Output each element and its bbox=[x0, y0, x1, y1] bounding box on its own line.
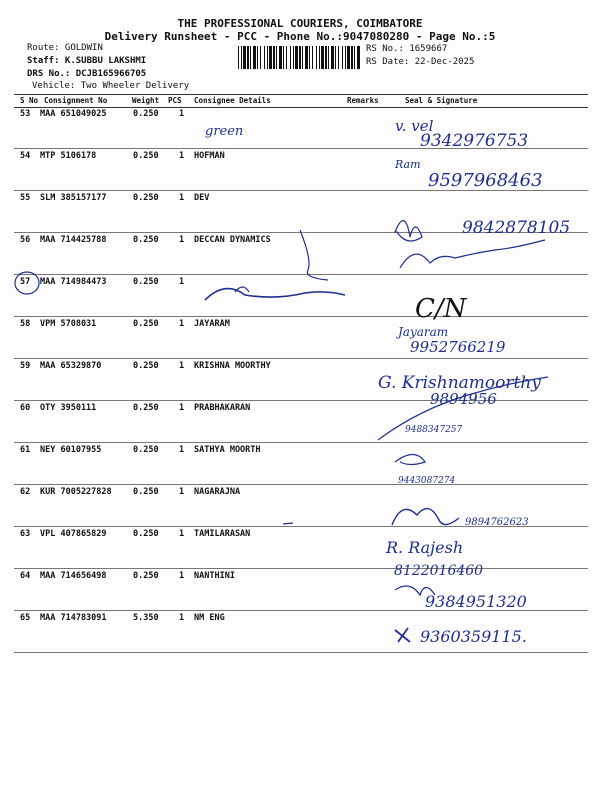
table-row bbox=[14, 148, 588, 191]
barcode-bar bbox=[305, 46, 308, 69]
barcode-bar bbox=[243, 46, 246, 69]
row-consignment: MAA 714783091 bbox=[40, 613, 107, 623]
table-row bbox=[14, 232, 588, 275]
barcode-bar bbox=[253, 46, 256, 69]
row-pcs: 1 bbox=[179, 571, 185, 581]
vehicle-label: Vehicle: Two Wheeler Delivery bbox=[32, 81, 190, 91]
row-weight: 0.250 bbox=[133, 403, 159, 413]
drs-label: DRS No.: DCJB165966705 bbox=[27, 69, 147, 79]
row-pcs: 1 bbox=[179, 235, 185, 245]
sig-row62-phone: 9894762623 bbox=[465, 517, 529, 528]
header-remarks: Remarks bbox=[347, 96, 379, 105]
route-label: Route: GOLDWIN bbox=[27, 43, 103, 53]
row-weight: 5.350 bbox=[133, 613, 159, 623]
row-pcs: 1 bbox=[179, 319, 185, 329]
row-consignee: DECCAN DYNAMICS bbox=[194, 235, 271, 245]
barcode-bar bbox=[260, 46, 261, 69]
row-weight: 0.250 bbox=[133, 235, 159, 245]
rs-date: RS Date: 22-Dec-2025 bbox=[366, 57, 475, 67]
barcode-bar bbox=[269, 46, 272, 69]
header-weight: Weight bbox=[132, 96, 160, 105]
sig-row61-phone: 9443087274 bbox=[398, 476, 456, 486]
row-pcs: 1 bbox=[179, 361, 185, 371]
barcode-bar bbox=[357, 46, 360, 69]
sig-row58-name: Jayaram bbox=[398, 325, 449, 339]
row-consignee: JAYARAM bbox=[194, 319, 230, 329]
row-pcs: 1 bbox=[179, 487, 185, 497]
header-sno: S No bbox=[20, 96, 39, 105]
barcode-bar bbox=[283, 46, 284, 69]
barcode-bar bbox=[321, 46, 324, 69]
row-consignment: MAA 714656498 bbox=[40, 571, 107, 581]
row-sno: 57 bbox=[20, 277, 31, 287]
barcode-bar bbox=[250, 46, 251, 69]
table-row bbox=[14, 190, 588, 233]
sig-row59-phone: 9894956 bbox=[430, 390, 497, 408]
barcode-bar bbox=[273, 46, 275, 69]
sig-row54-phone: 9597968463 bbox=[428, 170, 543, 191]
row-consignee: NAGARAJNA bbox=[194, 487, 241, 497]
row-weight: 0.250 bbox=[133, 487, 159, 497]
row-weight: 0.250 bbox=[133, 319, 159, 329]
row-consignment: KUR 7005227828 bbox=[40, 487, 112, 497]
row-weight: 0.250 bbox=[133, 445, 159, 455]
barcode-bar bbox=[331, 46, 334, 69]
barcode-bar bbox=[335, 46, 336, 69]
barcode-bar bbox=[276, 46, 277, 69]
table-row bbox=[14, 526, 588, 569]
row-sno: 61 bbox=[20, 445, 31, 455]
row-consignee: PRABHAKARAN bbox=[194, 403, 251, 413]
row-consignment: VPL 407865829 bbox=[40, 529, 107, 539]
barcode-bar bbox=[345, 46, 346, 69]
barcode-bar bbox=[351, 46, 353, 69]
rs-number: RS No.: 1659667 bbox=[366, 44, 448, 54]
row-pcs: 1 bbox=[179, 151, 185, 161]
barcode-bar bbox=[325, 46, 327, 69]
sig-row58-mark: C/N bbox=[415, 294, 467, 324]
row-consignee: SATHYA MOORTH bbox=[194, 445, 261, 455]
row-consignment: MAA 714984473 bbox=[40, 277, 107, 287]
table-row bbox=[14, 568, 588, 611]
row-consignment: NEY 60107955 bbox=[40, 445, 102, 455]
handwriting-green: green bbox=[205, 124, 244, 139]
row-sno: 59 bbox=[20, 361, 31, 371]
row-consignment: VPM 5708031 bbox=[40, 319, 97, 329]
row-pcs: 1 bbox=[179, 403, 185, 413]
sig-row64-phone: 9384951320 bbox=[425, 592, 527, 611]
runsheet-subtitle: Delivery Runsheet - PCC - Phone No.:9047080280 - Page No.:5 bbox=[104, 30, 496, 43]
row-sno: 56 bbox=[20, 235, 31, 245]
table-row bbox=[14, 400, 588, 443]
barcode-bar bbox=[338, 46, 339, 69]
sig-row59-name: G. Krishnamoorthy bbox=[378, 373, 541, 393]
row-weight: 0.250 bbox=[133, 277, 159, 287]
row-sno: 64 bbox=[20, 571, 31, 581]
row-sno: 54 bbox=[20, 151, 31, 161]
header-seal: Seal & Signature bbox=[405, 96, 478, 105]
barcode-bar bbox=[290, 46, 291, 69]
header-pcs: PCS bbox=[168, 96, 182, 105]
row-pcs: 1 bbox=[179, 445, 185, 455]
table-row bbox=[14, 274, 588, 317]
row-sno: 53 bbox=[20, 109, 31, 119]
sig-row53-name: v. vel bbox=[395, 117, 434, 135]
barcode-bar bbox=[279, 46, 282, 69]
sig-row65-phone: 9360359115. bbox=[420, 627, 527, 646]
row-sno: 55 bbox=[20, 193, 31, 203]
table-row bbox=[14, 610, 588, 653]
barcode-bar bbox=[309, 46, 310, 69]
row-sno: 58 bbox=[20, 319, 31, 329]
row-sno: 62 bbox=[20, 487, 31, 497]
row-weight: 0.250 bbox=[133, 193, 159, 203]
header-consignment: Consignment No bbox=[44, 96, 108, 105]
row-consignee: HOFMAN bbox=[194, 151, 225, 161]
barcode-bar bbox=[299, 46, 301, 69]
row-weight: 0.250 bbox=[133, 571, 159, 581]
row-pcs: 1 bbox=[179, 193, 185, 203]
row-sno: 63 bbox=[20, 529, 31, 539]
table-row bbox=[14, 484, 588, 527]
row-pcs: 1 bbox=[179, 109, 185, 119]
sig-row63-name: R. Rajesh bbox=[386, 538, 464, 557]
row-consignment: MTP 5106178 bbox=[40, 151, 97, 161]
row-consignee: TAMILARASAN bbox=[194, 529, 251, 539]
header-consignee: Consignee Details bbox=[194, 96, 271, 105]
row-consignee: NANTHINI bbox=[194, 571, 235, 581]
barcode-bar bbox=[241, 46, 242, 69]
barcode-bar bbox=[264, 46, 265, 69]
sig-row56-phone: 9842878105 bbox=[462, 218, 571, 238]
row-consignee: NM ENG bbox=[194, 613, 225, 623]
row-weight: 0.250 bbox=[133, 361, 159, 371]
row-consignee: KRISHNA MOORTHY bbox=[194, 361, 271, 371]
sig-row53-phone: 9342976753 bbox=[420, 131, 529, 151]
barcode-bar bbox=[257, 46, 258, 69]
row-weight: 0.250 bbox=[133, 529, 159, 539]
row-consignment: MAA 65329870 bbox=[40, 361, 102, 371]
barcode-bar bbox=[319, 46, 320, 69]
table-row bbox=[14, 106, 588, 149]
table-row bbox=[14, 442, 588, 485]
row-consignee: DEV bbox=[194, 193, 210, 203]
barcode-bar bbox=[286, 46, 287, 69]
table-row bbox=[14, 358, 588, 401]
barcode-bar bbox=[312, 46, 313, 69]
row-pcs: 1 bbox=[179, 277, 185, 287]
barcode-bar bbox=[347, 46, 350, 69]
row-sno: 60 bbox=[20, 403, 31, 413]
row-consignment: OTY 3950111 bbox=[40, 403, 97, 413]
sig-row63-phone: 8122016460 bbox=[394, 563, 484, 579]
barcode-bar bbox=[354, 46, 355, 69]
row-weight: 0.250 bbox=[133, 151, 159, 161]
row-consignment: MAA 714425788 bbox=[40, 235, 107, 245]
barcode-bar bbox=[293, 46, 294, 69]
barcode-bar bbox=[316, 46, 317, 69]
row-pcs: 1 bbox=[179, 613, 185, 623]
barcode-bar bbox=[247, 46, 249, 69]
company-title: THE PROFESSIONAL COURIERS, COIMBATORE bbox=[177, 17, 423, 30]
row-consignment: SLM 385157177 bbox=[40, 193, 107, 203]
barcode-bar bbox=[267, 46, 268, 69]
sig-row60-phone: 9488347257 bbox=[405, 425, 463, 435]
sig-row58-phone: 9952766219 bbox=[410, 338, 506, 356]
staff-label: Staff: K.SUBBU LAKSHMI bbox=[27, 56, 147, 66]
barcode-bar bbox=[302, 46, 303, 69]
sig-row54-name: Ram bbox=[395, 158, 421, 171]
table-row bbox=[14, 316, 588, 359]
barcode bbox=[238, 46, 362, 69]
barcode-bar bbox=[342, 46, 343, 69]
row-sno: 65 bbox=[20, 613, 31, 623]
row-consignment: MAA 651049025 bbox=[40, 109, 107, 119]
barcode-bar bbox=[295, 46, 298, 69]
barcode-bar bbox=[238, 46, 239, 69]
barcode-bar bbox=[328, 46, 329, 69]
row-weight: 0.250 bbox=[133, 109, 159, 119]
row-pcs: 1 bbox=[179, 529, 185, 539]
